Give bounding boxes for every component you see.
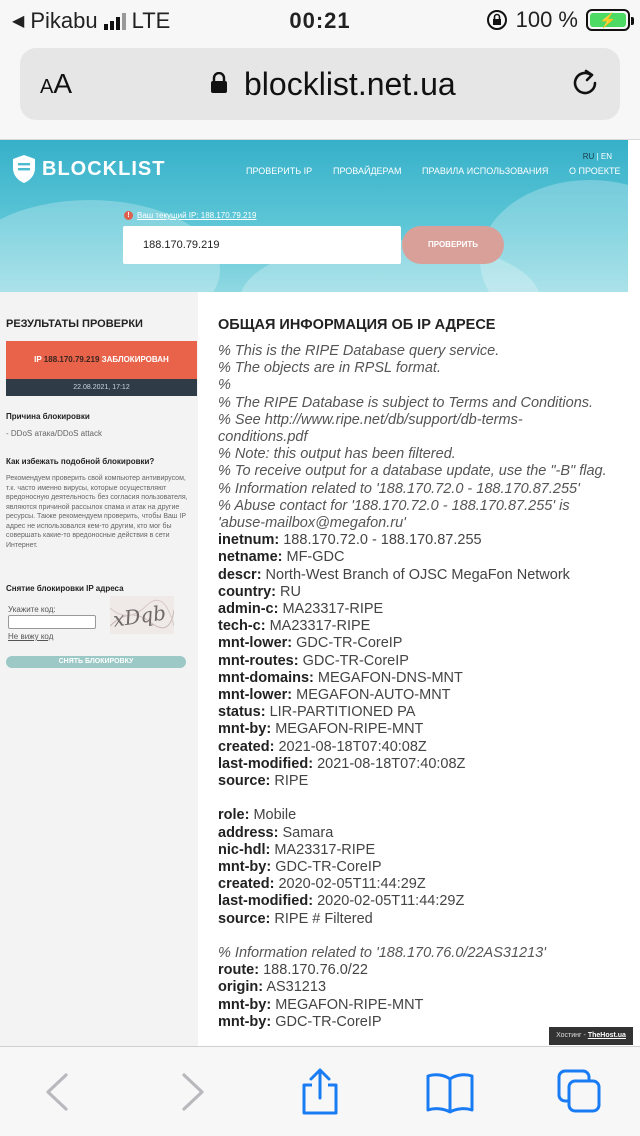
whois-value: 2021-08-18T07:40:08Z	[274, 738, 427, 755]
whois-row	[218, 876, 626, 893]
whois-value: GDC-TR-CoreIP	[271, 1013, 382, 1030]
blocked-status-banner	[6, 341, 197, 379]
captcha-text: xDqb	[111, 600, 168, 632]
blocked-suffix: ЗАБЛОКИРОВАН	[99, 355, 169, 364]
whois-value: GDC-TR-CoreIP	[298, 652, 409, 669]
whois-value: 188.170.72.0 - 188.170.87.255	[279, 532, 482, 549]
whois-row	[218, 739, 626, 756]
whois-comment: % The objects are in RPSL format.	[218, 360, 441, 377]
shield-logo-icon	[12, 154, 36, 184]
whois-value: LIR-PARTITIONED PA	[265, 704, 416, 721]
whois-key: source:	[218, 910, 271, 927]
lang-en[interactable]: EN	[600, 152, 612, 161]
whois-heading: ОБЩАЯ ИНФОРМАЦИЯ ОБ IP АДРЕСЕ	[218, 317, 496, 333]
orientation-lock-icon	[486, 9, 508, 31]
whois-key: mnt-domains:	[218, 669, 314, 686]
whois-key: nic-hdl:	[218, 841, 271, 858]
whois-key: mnt-lower:	[218, 687, 293, 704]
whois-row	[218, 773, 626, 790]
whois-row	[218, 893, 626, 910]
info-icon: !	[124, 211, 133, 220]
whois-key: tech-c:	[218, 618, 266, 635]
avoid-heading: Как избежать подобной блокировки?	[6, 457, 155, 466]
whois-value: Samara	[278, 824, 334, 841]
whois-row	[218, 584, 626, 601]
hosting-link[interactable]: TheHost.ua	[587, 1032, 626, 1039]
whois-value: MA23317-RIPE	[265, 618, 371, 635]
whois-value: GDC-TR-CoreIP	[292, 635, 403, 652]
whois-row	[218, 859, 626, 876]
web-page	[0, 140, 640, 1046]
whois-row	[218, 807, 626, 824]
site-logo[interactable]	[12, 154, 165, 184]
whois-key: route:	[218, 962, 260, 979]
whois-row	[218, 670, 626, 687]
battery-icon: ⚡	[586, 9, 630, 31]
address-bar[interactable]	[20, 48, 620, 120]
whois-value: RU	[276, 583, 301, 600]
whois-comment: % Note: this output has been filtered.	[218, 446, 456, 463]
whois-content	[218, 316, 626, 1031]
whois-key: role:	[218, 807, 250, 824]
back-to-app-icon[interactable]: ◀	[12, 13, 25, 30]
whois-value: 188.170.76.0/22	[259, 962, 368, 979]
whois-key: address:	[218, 824, 279, 841]
current-ip-note	[124, 211, 256, 220]
forward-icon[interactable]	[166, 1067, 216, 1117]
lock-icon	[210, 72, 228, 94]
whois-row	[218, 704, 626, 721]
whois-value: MEGAFON-DNS-MNT	[313, 669, 463, 686]
whois-value: GDC-TR-CoreIP	[271, 859, 382, 876]
tabs-icon[interactable]	[555, 1067, 605, 1117]
nav-about[interactable]: О ПРОЕКТЕ	[569, 166, 621, 176]
whois-comment: % This is the RIPE Database query service.	[218, 343, 500, 359]
site-header	[0, 140, 628, 292]
whois-value: MEGAFON-RIPE-MNT	[271, 996, 424, 1013]
whois-comment: % Information related to '188.170.72.0 - 188.170.87.255'	[218, 480, 580, 497]
lang-separator: |	[594, 152, 601, 161]
check-button[interactable]: ПРОВЕРИТЬ	[402, 226, 504, 264]
whois-key: created:	[218, 876, 275, 893]
whois-row	[218, 532, 626, 549]
whois-value: RIPE # Filtered	[270, 910, 373, 927]
hosting-badge[interactable]	[549, 1027, 633, 1045]
hosting-label: Хостинг -	[556, 1032, 588, 1039]
language-switch	[583, 152, 612, 161]
captcha-input[interactable]	[8, 615, 96, 629]
no-code-link[interactable]: Не вижу код	[8, 632, 54, 641]
avoid-text: Рекомендуем проверить свой компьютер антивирусом, т.к. часто именно вирусы, которые осуществляют вредоносную деятельность без согласия пользователя, являются причиной рассылок спама и атак на другие ресурсы. Также рекомендуем проверить, чтобы Ваш IP адрес не использовался кем-то другим, кто мог бы совершать какие-то вредоносные действия в сети Интернет.	[6, 475, 188, 549]
current-ip-link[interactable]: Ваш текущий IP: 188.170.79.219	[137, 211, 257, 220]
bookmarks-icon[interactable]	[425, 1067, 475, 1117]
whois-key: mnt-routes:	[218, 652, 299, 669]
whois-value: MF-GDC	[282, 549, 345, 566]
whois-block-inetnum	[218, 532, 626, 790]
blocked-date: 22.08.2021, 17:12	[6, 379, 197, 396]
whois-row	[218, 911, 626, 928]
whois-block-role	[218, 807, 626, 927]
whois-key: netname:	[218, 549, 283, 566]
whois-row	[218, 635, 626, 652]
whois-value: MEGAFON-RIPE-MNT	[271, 721, 424, 738]
whois-value: MA23317-RIPE	[270, 841, 376, 858]
whois-comment: % See http://www.ripe.net/db/support/db-terms-conditions.pdf	[218, 411, 523, 446]
whois-value: 2020-02-05T11:44:29Z	[313, 893, 465, 910]
results-heading: РЕЗУЛЬТАТЫ ПРОВЕРКИ	[6, 318, 143, 330]
back-icon[interactable]	[34, 1067, 84, 1117]
whois-value: North-West Branch of OJSC MegaFon Network	[261, 566, 570, 583]
nav-providers[interactable]: ПРОВАЙДЕРАМ	[333, 166, 402, 176]
whois-value: MA23317-RIPE	[278, 601, 384, 618]
whois-key: country:	[218, 583, 276, 600]
whois-key: origin:	[218, 979, 264, 996]
whois-value: RIPE	[270, 773, 309, 790]
code-label: Укажите код:	[8, 605, 56, 614]
whois-row	[218, 601, 626, 618]
reason-text: - DDoS атака/DDoS attack	[6, 429, 102, 438]
whois-key: mnt-by:	[218, 721, 272, 738]
whois-row	[218, 618, 626, 635]
whois-comment: % The RIPE Database is subject to Terms and Conditions.	[218, 394, 594, 411]
carrier-name: Pikabu	[30, 8, 98, 33]
whois-key: status:	[218, 704, 266, 721]
nav-check-ip[interactable]: ПРОВЕРИТЬ IP	[246, 166, 313, 176]
text-size-button[interactable]: AA	[40, 68, 73, 99]
whois-row	[218, 721, 626, 738]
nav-rules[interactable]: ПРАВИЛА ИСПОЛЬЗОВАНИЯ	[422, 166, 549, 176]
whois-row	[218, 549, 626, 566]
whois-value: 2021-08-18T07:40:08Z	[313, 755, 466, 772]
whois-key: mnt-by:	[218, 859, 272, 876]
whois-comment: %	[218, 377, 231, 394]
whois-key: created:	[218, 738, 275, 755]
whois-key: inetnum:	[218, 532, 280, 549]
whois-row	[218, 567, 626, 584]
whois-comment: % Abuse contact for '188.170.72.0 - 188.170.87.255' is 'abuse-mailbox@megafon.ru'	[218, 497, 570, 532]
whois-row	[218, 962, 626, 979]
browser-toolbar	[0, 1046, 640, 1136]
status-bar	[0, 0, 640, 42]
whois-row	[218, 653, 626, 670]
whois-value: Mobile	[249, 807, 297, 824]
whois-key: descr:	[218, 566, 262, 583]
whois-row	[218, 979, 626, 996]
results-sidebar	[0, 292, 198, 1046]
whois-value: MEGAFON-AUTO-MNT	[292, 687, 451, 704]
network-type: LTE	[131, 8, 171, 33]
whois-row	[218, 756, 626, 773]
whois-block-route	[218, 962, 626, 1031]
battery-percent: 100 %	[515, 7, 578, 32]
whois-value: AS31213	[263, 979, 327, 996]
url-text[interactable]: blocklist.net.ua	[244, 66, 456, 102]
captcha-image	[110, 596, 174, 634]
whois-key: last-modified:	[218, 755, 314, 772]
blocked-ip: 188.170.79.219	[43, 355, 100, 364]
unblock-button[interactable]: СНЯТЬ БЛОКИРОВКУ	[6, 656, 186, 668]
whois-row	[218, 687, 626, 704]
whois-key: mnt-lower:	[218, 635, 293, 652]
whois-key: admin-c:	[218, 601, 279, 618]
whois-comment: % To receive output for a database update, use the "-B" flag.	[218, 463, 607, 480]
whois-key: mnt-by:	[218, 996, 272, 1013]
share-icon[interactable]	[295, 1067, 345, 1117]
whois-row	[218, 825, 626, 842]
clock: 00:21	[289, 8, 351, 33]
whois-value: 2020-02-05T11:44:29Z	[274, 876, 426, 893]
whois-key: source:	[218, 773, 271, 790]
lang-ru[interactable]: RU	[582, 152, 595, 161]
reload-icon[interactable]	[568, 66, 602, 100]
whois-comment: % Information related to '188.170.76.0/22AS31213'	[218, 945, 546, 962]
whois-key: last-modified:	[218, 893, 314, 910]
unblock-heading: Снятие блокировки IP адреса	[6, 584, 124, 593]
reason-heading: Причина блокировки	[6, 412, 90, 421]
whois-row	[218, 997, 626, 1014]
blocked-prefix: IP	[34, 355, 44, 364]
ip-search-input[interactable]: 188.170.79.219	[123, 226, 401, 264]
whois-key: mnt-by:	[218, 1013, 272, 1030]
logo-text: BLOCKLIST	[42, 157, 166, 180]
whois-row	[218, 842, 626, 859]
browser-address-bar-area	[0, 42, 640, 140]
